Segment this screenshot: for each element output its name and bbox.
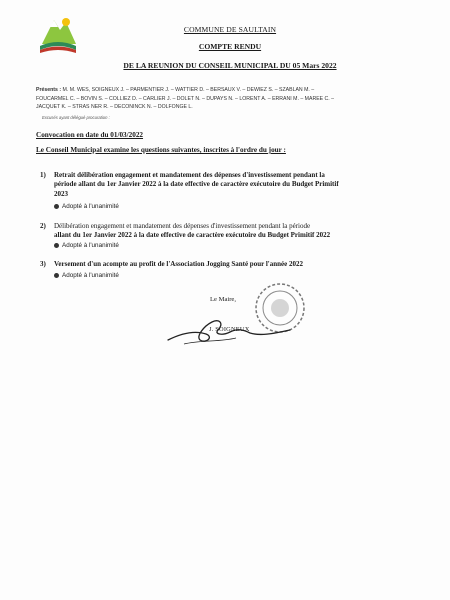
bullet-icon xyxy=(54,243,59,248)
attendance-line: JACQUET K. – STRAS NER R. – DECONINCK N. – DOLFONGE L. xyxy=(36,104,193,110)
item-number: 2) xyxy=(40,222,46,230)
logo-text: SAULTAIN xyxy=(48,46,68,51)
item-result xyxy=(54,202,119,211)
mayor-title: Le Maire, xyxy=(210,296,236,303)
item-text xyxy=(54,222,399,241)
item-result xyxy=(54,241,119,250)
item-result xyxy=(54,271,119,280)
commune-name: COMMUNE DE SAULTAIN xyxy=(183,25,277,34)
attendance-block xyxy=(36,86,426,112)
result-text: Adopté à l'unanimité xyxy=(62,242,119,249)
bullet-icon xyxy=(54,204,59,209)
item-line: Retrait délibération engagement et mandatement des dépenses d'investissement pendant la xyxy=(54,171,325,179)
mayor-name: J. SOIGNEUX xyxy=(209,326,250,333)
item-line: période allant du 1er Janvier 2022 à la date effective de caractère exécutoire du Budget Primitif xyxy=(54,180,339,189)
attendance-line: M. M. WES, SOIGNEUX J. – PARMENTIER J. – WATTIER D. – BERSAUX V. – DEWIEZ S. – SZABLAN M. – xyxy=(62,87,315,93)
item-text xyxy=(54,171,399,199)
item-text xyxy=(54,260,399,269)
document-title: COMPTE RENDU xyxy=(198,42,262,51)
result-text: Adopté à l'unanimité xyxy=(62,203,119,210)
item-line: Versement d'un acompte au profit de l'Association Jogging Santé pour l'année 2022 xyxy=(54,260,303,268)
bullet-icon xyxy=(54,273,59,278)
item-number: 3) xyxy=(40,260,46,268)
item-line: 2023 xyxy=(54,189,68,198)
attendance-line: FOUCARMEL C. – BOVIN S. – COLLIEZ D. – CARLIER J. – DOLET N. – DUPAYS N. – LORENT A. – ERRANI M. – MAREE C. – xyxy=(36,95,335,102)
attendance-label: Présents : xyxy=(36,87,62,93)
absent-note: Excusés ayant délégué procuration : xyxy=(42,115,110,120)
convocation-date: Convocation en date du 01/03/2022 xyxy=(36,131,144,139)
handwritten-signature-icon xyxy=(160,300,300,350)
result-text: Adopté à l'unanimité xyxy=(62,272,119,279)
agenda-intro: Le Conseil Municipal examine les questions suivantes, inscrites à l'ordre du jour : xyxy=(36,146,286,154)
item-line: Délibération engagement et mandatement des dépenses d'investissement pendant la période xyxy=(54,222,311,230)
meeting-title: DE LA REUNION DU CONSEIL MUNICIPAL DU 05 Mars 2022 xyxy=(123,61,337,70)
item-number: 1) xyxy=(40,171,46,179)
item-line: allant du 1er Janvier 2022 à la date effective de caractère exécutoire du Budget Primitif 2022 xyxy=(54,231,331,240)
